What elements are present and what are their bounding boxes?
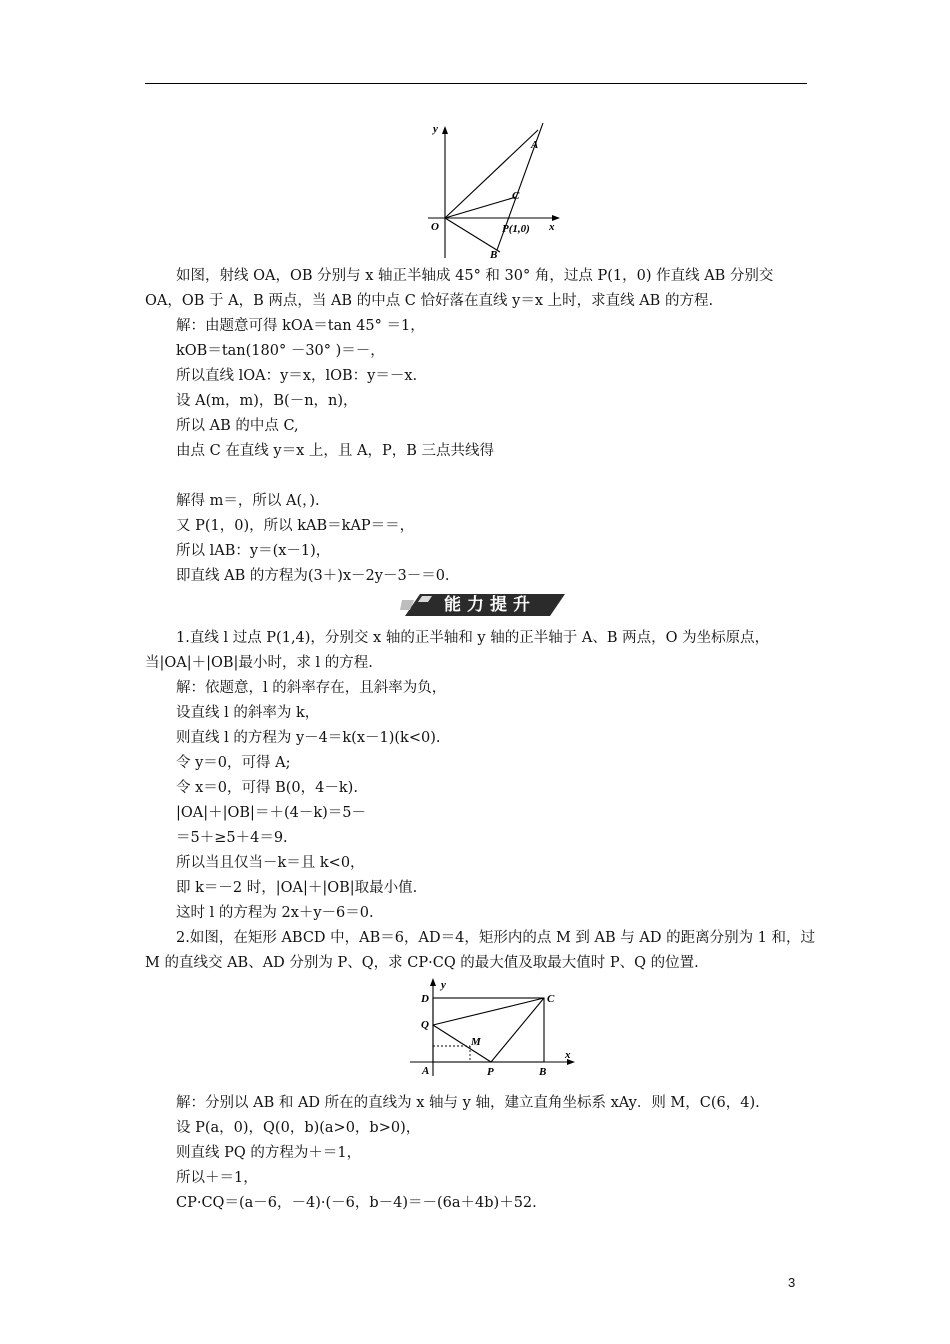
p1-line-2: 当|OA|＋|OB|最小时，求 l 的方程.: [145, 655, 373, 671]
label-o: O: [431, 221, 439, 233]
label-y: y: [433, 123, 438, 135]
label-b: B: [539, 1066, 547, 1078]
label-y: y: [441, 979, 446, 991]
p2-sol-4: 所以＋＝1，: [176, 1170, 258, 1186]
segment-qp: [433, 1025, 491, 1062]
p2-sol-2: 设 P(a，0)，Q(0，b)(a>0，b>0)，: [176, 1120, 421, 1136]
p2-sol-3: 则直线 PQ 的方程为＋＝1，: [176, 1145, 362, 1161]
p2-sol-5: CP·CQ＝(a－6，－4)·(－6，b－4)＝－(6a＋4b)＋52.: [176, 1195, 537, 1211]
p2-line-2: M 的直线交 AB、AD 分别为 P、Q，求 CP·CQ 的最大值及取最大值时 P、Q 的位置.: [145, 955, 699, 971]
label-x: x: [565, 1049, 571, 1061]
p1-line-5: 则直线 l 的方程为 y－4＝k(x－1)(k<0).: [176, 730, 441, 746]
figure-rectangle-abcd: [405, 978, 575, 1078]
p0-line-1: 如图，射线 OA，OB 分别与 x 轴正半轴成 45° 和 30° 角，过点 P(1，0) 作直线 AB 分别交: [176, 268, 774, 284]
p1-line-6: 令 y＝0，可得 A;: [176, 755, 291, 771]
p0-line-10: 又 P(1，0)，所以 kAB＝kAP＝＝，: [176, 518, 415, 534]
p0-line-5: 所以直线 lOA：y＝x，lOB：y＝－x.: [176, 368, 418, 384]
label-q: Q: [421, 1019, 429, 1031]
label-d: D: [421, 993, 429, 1005]
label-a: A: [422, 1065, 430, 1077]
p2-line-1: 2.如图，在矩形 ABCD 中，AB＝6，AD＝4，矩形内的点 M 到 AB 与 AD 的距离分别为 1 和，过: [176, 930, 816, 946]
header-rule: [145, 83, 807, 84]
figure-rays-oa-ob: [420, 120, 560, 260]
label-x: x: [549, 221, 555, 233]
page-number: 3: [788, 1275, 796, 1290]
rectangle: [433, 998, 544, 1062]
ray-ob: [445, 218, 500, 252]
p0-line-3: 解：由题意可得 kOA＝tan 45° ＝1，: [176, 318, 425, 334]
p0-line-2: OA，OB 于 A，B 两点，当 AB 的中点 C 恰好落在直线 y＝x 上时，求直线 AB 的方程.: [145, 293, 714, 309]
p0-line-7: 所以 AB 的中点 C,: [176, 418, 299, 434]
p1-line-4: 设直线 l 的斜率为 k，: [176, 705, 320, 721]
p0-line-4: kOB＝tan(180° －30° )＝－，: [176, 343, 385, 359]
p1-line-11: 即 k＝－2 时，|OA|＋|OB|取最小值.: [176, 880, 418, 896]
p1-line-9: ＝5＋≥5＋4＝9.: [176, 830, 288, 846]
segment-pc: [491, 998, 544, 1062]
p0-line-6: 设 A(m，m)，B(－n，n)，: [176, 393, 358, 409]
p1-line-1: 1.直线 l 过点 P(1,4)，分别交 x 轴的正半轴和 y 轴的正半轴于 A、B 两点，O 为坐标原点，: [176, 630, 770, 646]
section-title: 能力提升: [444, 595, 536, 615]
p1-line-8: |OA|＋|OB|＝＋(4－k)＝5－: [176, 805, 366, 821]
p0-line-9: 解得 m＝，所以 A(，).: [176, 493, 320, 509]
p0-line-8: 由点 C 在直线 y＝x 上，且 A，P，B 三点共线得: [176, 443, 495, 459]
label-a: A: [531, 139, 539, 151]
segment-qc: [433, 998, 544, 1025]
p1-line-3: 解：依题意，l 的斜率存在，且斜率为负，: [176, 680, 447, 696]
label-c: C: [547, 993, 555, 1005]
label-b: B: [490, 249, 498, 260]
p1-line-7: 令 x＝0，可得 B(0，4－k).: [176, 780, 358, 796]
label-p: P: [487, 1066, 494, 1078]
p2-sol-1: 解：分别以 AB 和 AD 所在的直线为 x 轴与 y 轴，建立直角坐标系 xAy．则 M，C(6，4).: [176, 1095, 760, 1111]
label-c: C: [512, 190, 520, 202]
label-m: M: [471, 1036, 481, 1048]
p1-line-12: 这时 l 的方程为 2x＋y－6＝0.: [176, 905, 374, 921]
p0-line-11: 所以 lAB：y＝(x－1)，: [176, 543, 331, 559]
p0-line-12: 即直线 AB 的方程为(3＋)x－2y－3－＝0.: [176, 568, 450, 584]
label-p: P(1,0): [502, 223, 530, 235]
p1-line-10: 所以当且仅当－k＝且 k<0，: [176, 855, 365, 871]
